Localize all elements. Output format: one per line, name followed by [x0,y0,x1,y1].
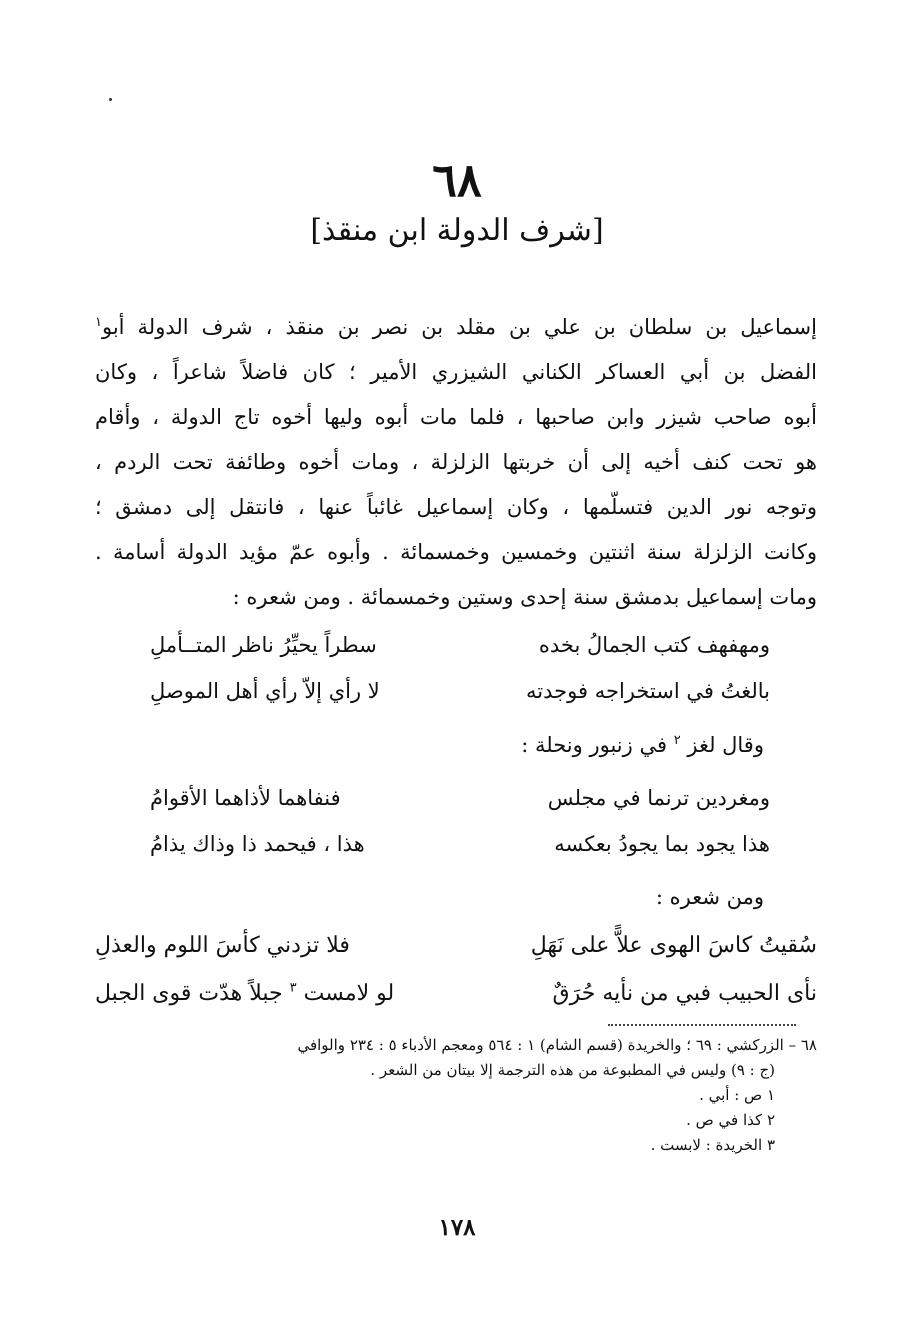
prose-line-1: إسماعيل بن سلطان بن علي بن مقلد بن نصر بن منقذ ، شرف الدولة أبو$^١$ [95,315,817,339]
footnote-source-cont: (ج : ٩) وليس في المطبوعة من هذه الترجمة إلا بيتان من الشعر . [370,1061,775,1079]
prose-line-4: هو تحت كنف أخيه إلى أن خربتها الزلزلة ، ومات أخوه وطائفة تحت الردم ، [95,450,817,474]
hemistich-second: هذا ، فيحمد ذا وذاك يذامُ [150,832,365,856]
poem-2-verse-1 [150,775,770,821]
page-speck [109,98,112,101]
poem-1 [150,622,770,714]
poem-2-intro: وقال لغز $^٢$ في زنبور ونحلة : [521,733,764,757]
poem-3-intro: ومن شعره : [655,885,764,909]
chapter-title: [شرف الدولة ابن منقذ] [310,213,604,248]
prose-line-3: أبوه صاحب شيزر وابن صاحبها ، فلما مات أبوه وليها أخوه تاج الدولة ، وأقام [95,405,817,429]
hemistich-second: سطراً يحيِّرُ ناظر المتــأملِ [150,633,377,657]
prose-line-5: وتوجه نور الدين فتسلّمها ، وكان إسماعيل غائباً عنها ، فانتقل إلى دمشق ؛ [95,495,817,519]
hemistich-first: ومهفهف كتب الجمالُ بخده [538,633,770,657]
poem-3-verse-1 [95,922,817,970]
poem-3-verse-2 [95,970,817,1018]
biography-paragraph [95,305,817,620]
poem-2 [150,775,770,867]
footnote-ref-1: ١ [95,315,102,330]
hemistich-first: نأى الحبيب فبي من نأيه حُرَقٌ [552,981,817,1006]
hemistich-second: فنفاهما لأذاهما الأقوامُ [150,786,341,810]
hemistich-second: لا رأي إلاّ رأي أهل الموصلِ [150,679,380,703]
footnote-2: ٢ كذا في ص . [686,1111,775,1129]
prose-line-6: وكانت الزلزلة سنة اثنتين وخمسين وخمسمائة . وأبوه عمّ مؤيد الدولة أسامة . [95,540,817,564]
hemistich-second: فلا تزدني كأسَ اللوم والعذلِ [95,933,350,958]
poem-2-verse-2 [150,821,770,867]
footnotes [95,1033,817,1158]
chapter-number: ٦٨ [432,153,482,207]
poem-3 [95,922,817,1018]
poem-1-verse-2 [150,668,770,714]
hemistich-first: هذا يجود بما يجودُ بعكسه [554,832,770,856]
hemistich-first: ومغردين ترنما في مجلس [547,786,770,810]
footnote-source: ٦٨ – الزركشي : ٦٩ ؛ والخريدة (قسم الشام) ١ : ٥٦٤ ومعجم الأدباء ٥ : ٢٣٤ والوافي [297,1036,817,1054]
hemistich-first: بالغتُ في استخراجه فوجدته [526,679,770,703]
hemistich-first: سُقيتُ كاسَ الهوى علاًّ على نَهَلِ [530,933,817,958]
footnote-ref-3: ٣ [289,980,297,996]
page-number: ١٧٨ [438,1214,476,1241]
footnote-ref-2: ٢ [673,733,681,748]
prose-line-2: الفضل بن أبي العساكر الكناني الشيزري الأمير ؛ كان فاضلاً شاعراً ، وكان [95,360,817,384]
footnote-divider [608,1024,796,1026]
poem-1-verse-1 [150,622,770,668]
footnote-3: ٣ الخريدة : لابست . [650,1136,775,1154]
footnote-1: ١ ص : أبي . [699,1086,775,1104]
hemistich-second: لو لامست $^٣$ جبلاً هدّت قوى الجبل [95,980,395,1006]
prose-line-7: ومات إسماعيل بدمشق سنة إحدى وستين وخمسمائة . ومن شعره : [232,585,817,609]
